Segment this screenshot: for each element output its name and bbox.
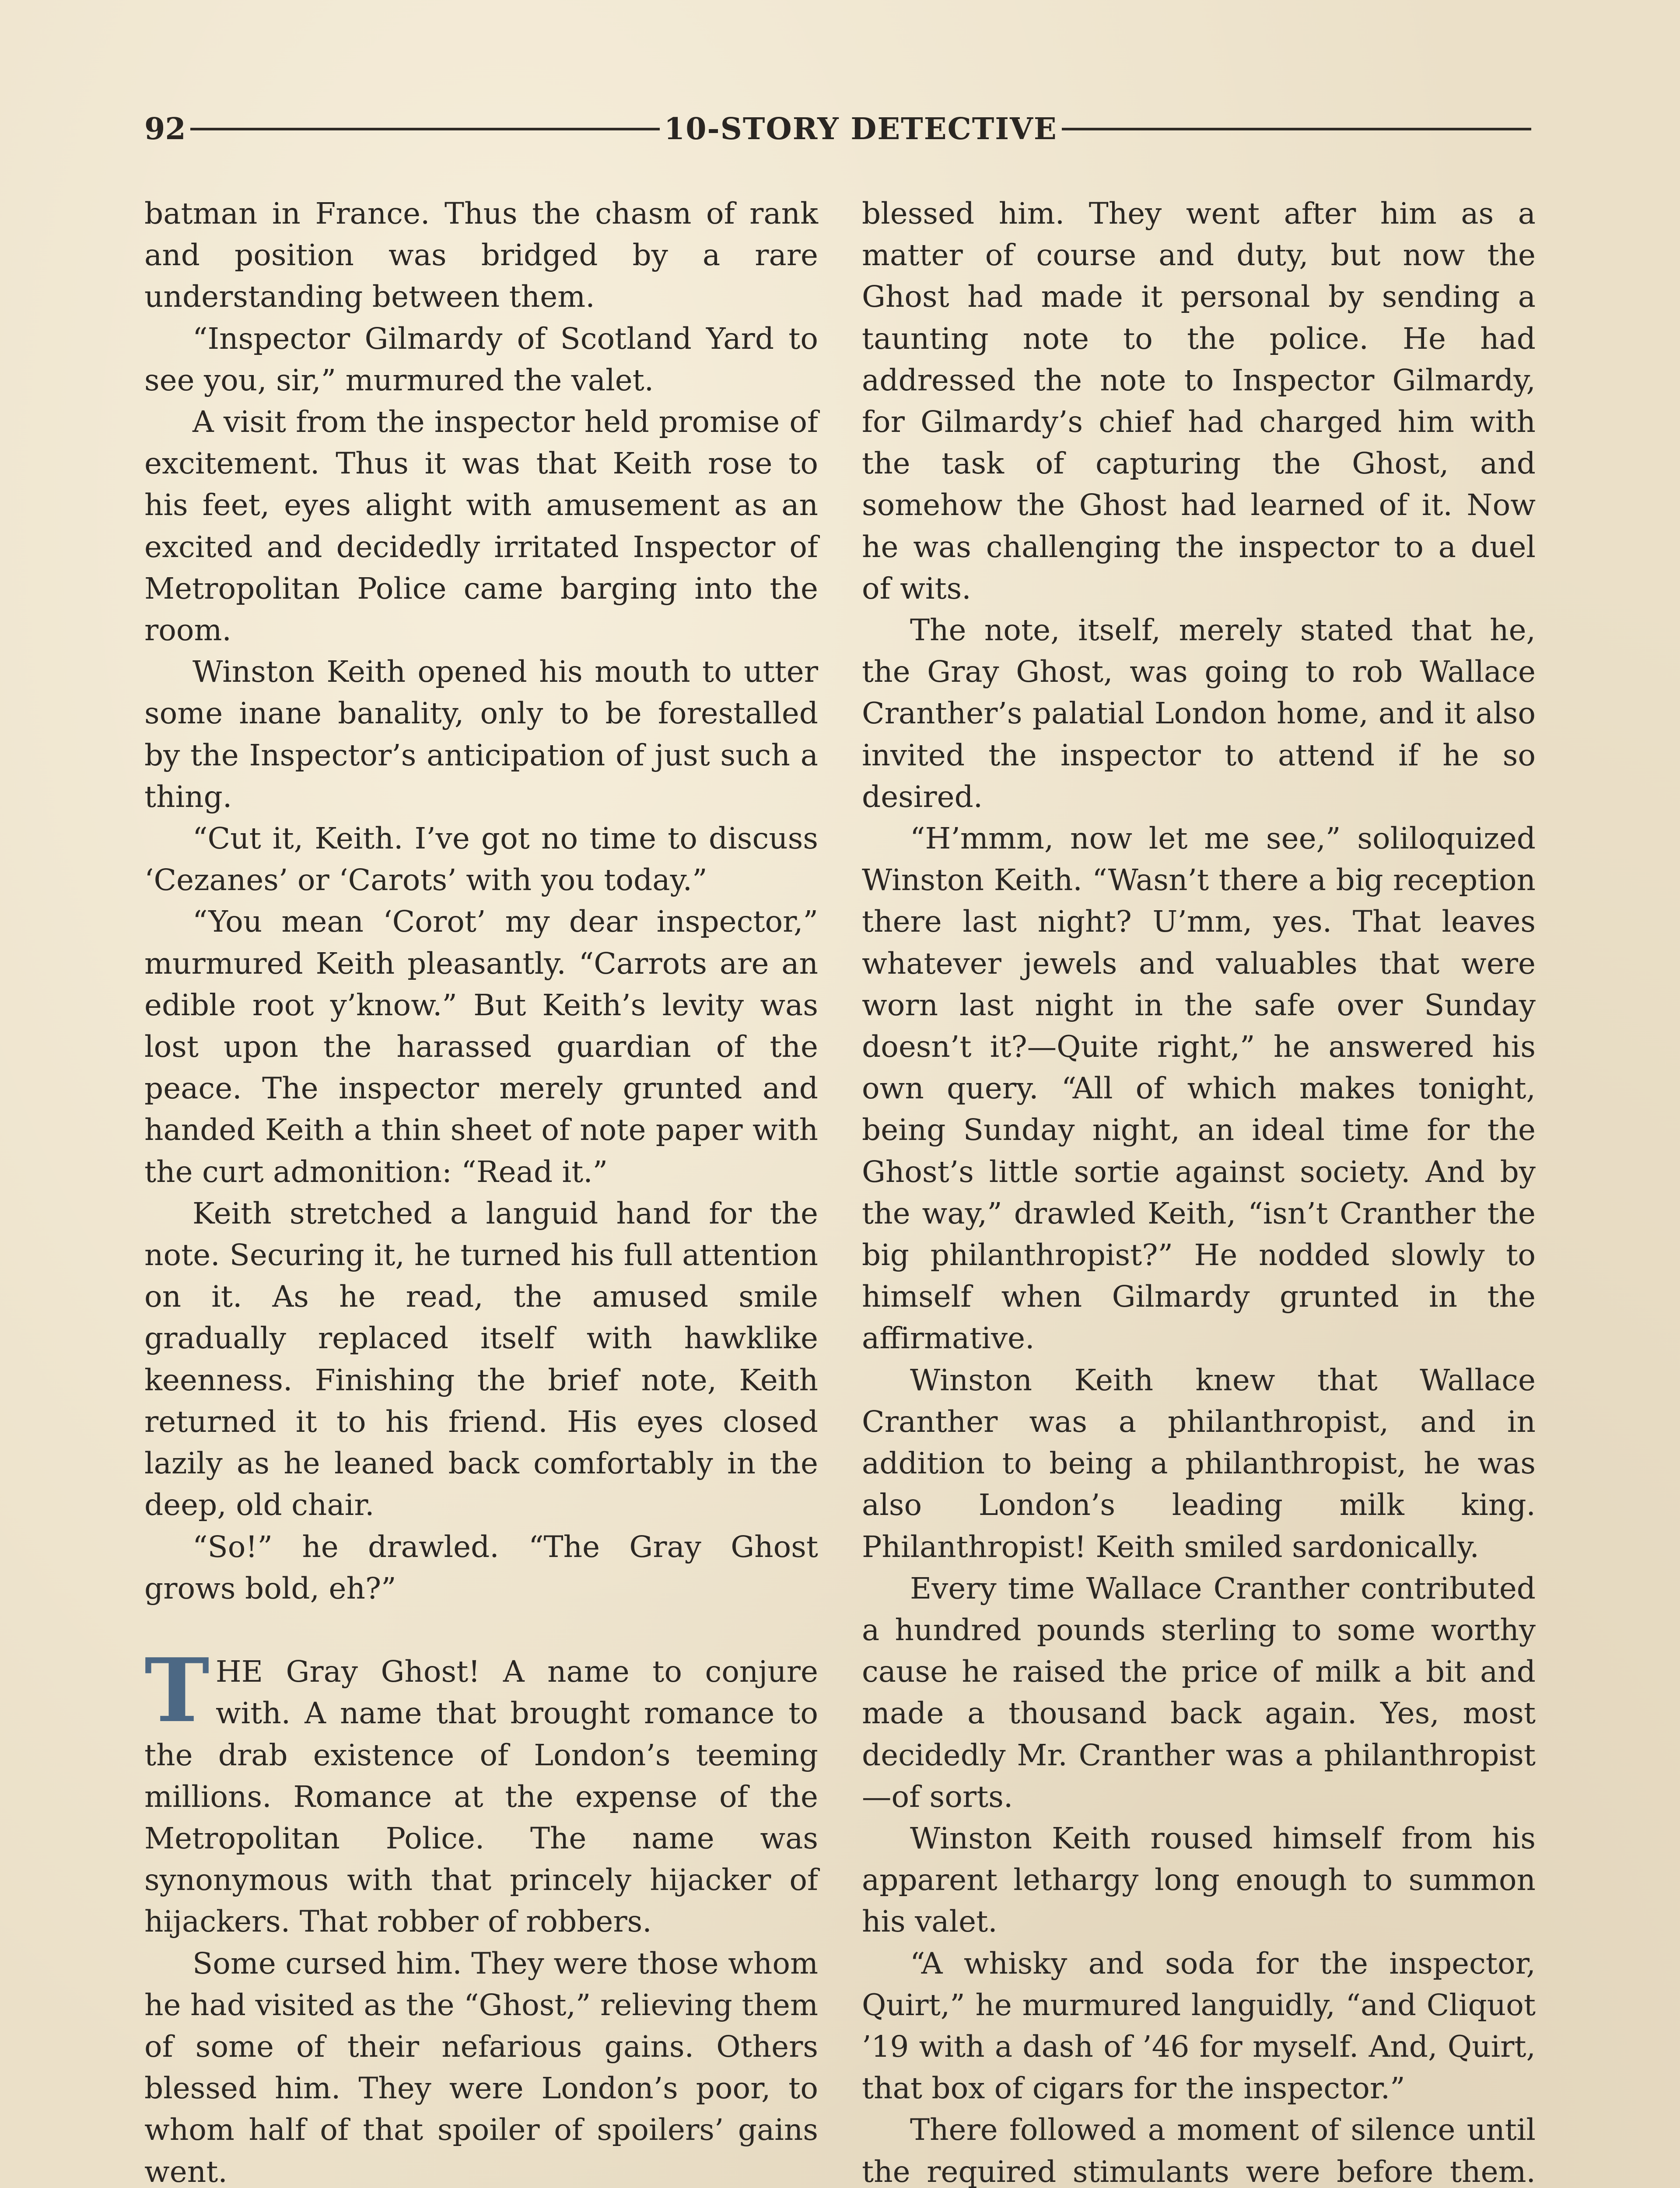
paragraph: Winston Keith knew that Wallace Cranther was a philanthropist, and in addition to being a philanthropist, he was also London’s leading milk king. Philanthropist! Keith smiled sardonically. [862,1362,1536,1564]
paragraph: Some cursed him. They were those whom he had visited as the “Ghost,” relieving them of some of their nefarious gains. Others blessed him. They were London’s poor, to whom half of that spoiler of spoilers’ gains went. [144,1946,818,2188]
magazine-title: 10-STORY DETECTIVE [664,112,1057,147]
paragraph: batman in France. Thus the chasm of rank and position was bridged by a rare understanding between them. [144,196,818,314]
paragraph: “So!” he drawled. “The Gray Ghost grows bold, eh?” [144,1529,818,1606]
section-break [144,1609,818,1651]
drop-cap: T [144,1639,210,1743]
paragraph: “Inspector Gilmardy of Scotland Yard to see you, sir,” murmured the valet. [144,321,818,397]
header-rule-right [1062,128,1531,130]
running-header [144,105,1536,153]
paragraph: A visit from the inspector held promise of excitement. Thus it was that Keith rose to his feet, eyes alight with amusement as an excited and decidedly irritated Inspector of Metropolitan Police came barging into the room. [144,404,818,648]
paragraph: The note, itself, merely stated that he, the Gray Ghost, was going to rob Wallace Cranther’s palatial London home, and it also invited the inspector to attend if he so desired. [862,613,1536,814]
left-column [144,193,818,2188]
paragraph: blessed him. They went after him as a matter of course and duty, but now the Ghost had made it personal by sending a taunting note to the police. He had addressed the note to Inspector Gilmardy, for Gilmardy’s chief had charged him with the task of capturing the Ghost, and somehow the Ghost had learned of it. Now he was challenging the inspector to a duel of wits. [862,196,1536,606]
paragraph: “Cut it, Keith. I’ve got no time to discuss ‘Cezanes’ or ‘Carots’ with you today.” [144,821,818,898]
paragraph: “You mean ‘Corot’ my dear inspector,” murmured Keith pleasantly. “Carrots are an edible root y’know.” But Keith’s levity was lost upon the harassed guardian of the peace. The inspector merely grunted and handed Keith a thin sheet of note paper with the curt admonition: “Read it.” [144,904,818,1189]
page-number: 92 [144,112,186,147]
right-column [862,193,1536,2188]
paragraph: Winston Keith roused himself from his apparent lethargy long enough to summon his valet. [862,1820,1536,1939]
paragraph-text: HE Gray Ghost! A name to conjure with. A name that brought romance to the drab existence of London’s teeming millions. Romance at the expense of the Metropolitan Police. The name was synonymous with that princely hijacker of hijackers. That robber of robbers. [144,1654,818,1939]
paragraph: “A whisky and soda for the inspector, Quirt,” he murmured languidly, “and Cliquot ’19 with a dash of ’46 for myself. And, Quirt, that box of cigars for the inspector.” [862,1946,1536,2106]
paragraph: Winston Keith opened his mouth to utter some inane banality, only to be forestalled by the Inspector’s anticipation of just such a thing. [144,654,818,814]
paragraph: “H’mmm, now let me see,” soliloquized Winston Keith. “Wasn’t there a big reception there last night? U’mm, yes. That leaves whatever jewels and valuables that were worn last night in the safe over Sunday doesn’t it?—Quite right,” he answered his own query. “All of which makes tonight, being Sunday night, an ideal time for the Ghost’s little sortie against society. And by the way,” drawled Keith, “isn’t Cranther the big philanthropist?” He nodded slowly to himself when Gilmardy grunted in the affirmative. [862,821,1536,1356]
paragraph: Keith stretched a languid hand for the note. Securing it, he turned his full attention on it. As he read, the amused smile gradually replaced itself with hawklike keenness. Finishing the brief note, Keith returned it to his friend. His eyes closed lazily as he leaned back comfortably in the deep, old chair. [144,1196,818,1522]
header-rule-left [190,128,660,130]
paragraph: Every time Wallace Cranther contributed a hundred pounds sterling to some worthy cause he raised the price of milk a bit and made a thousand back again. Yes, most decidedly Mr. Cranther was a philanthropist—of sorts. [862,1571,1536,1814]
section-opening-paragraph [144,1639,818,1942]
paragraph: There followed a moment of silence until the required stimulants were before them. [862,2112,1536,2188]
